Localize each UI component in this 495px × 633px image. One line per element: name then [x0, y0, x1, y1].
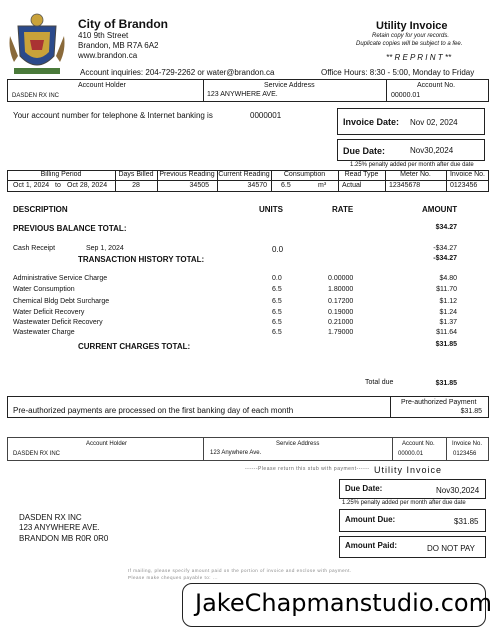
read-type-header: Read Type — [344, 171, 379, 178]
mailing-city: BRANDON MB R0R 0R0 — [19, 534, 109, 543]
amount-due-box — [339, 509, 486, 532]
stub-due-date-label: Due Date: — [345, 484, 383, 493]
previous-balance-label: PREVIOUS BALANCE TOTAL: — [13, 224, 127, 233]
due-date-box — [337, 139, 485, 161]
stub-due-date-value: Nov30,2024 — [436, 486, 480, 495]
city-postal: Brandon, MB R7A 6A2 — [78, 41, 159, 50]
phone-banking-text: Your account number for telephone & Internet banking is — [13, 111, 213, 120]
consumption-header: Consumption — [283, 171, 326, 178]
charge-rate: 0.21000 — [328, 319, 354, 326]
amount-paid-label: Amount Paid: — [345, 541, 397, 550]
watermark-text: JakeChapmanstudio.com — [195, 589, 492, 617]
preauth-label: Pre-authorized Payment — [401, 399, 477, 406]
preauth-amount: $31.85 — [460, 408, 482, 415]
amount-paid-box[interactable] — [339, 536, 486, 558]
charge-description: Chemical Bldg Debt Surcharge — [13, 298, 110, 305]
mailing-name: DASDEN RX INC — [19, 513, 82, 522]
charge-amount: $1.24 — [439, 309, 457, 316]
account-holder-box — [7, 79, 204, 102]
charge-rate: 0.00000 — [328, 275, 354, 282]
charge-rate: 1.80000 — [328, 286, 354, 293]
charge-rate: 1.79000 — [328, 329, 354, 336]
due-date-value: Nov30,2024 — [410, 146, 454, 155]
stub-account-holder-box — [7, 437, 204, 461]
account-no-value: 00000.01 — [391, 92, 421, 99]
cash-receipt-units: 0.0 — [272, 245, 284, 254]
stub-utility-invoice-title: Utility Invoice — [374, 465, 443, 475]
cash-receipt-label: Cash Receipt — [13, 245, 56, 252]
stub-account-holder-value: DASDEN RX INC — [13, 451, 61, 457]
website[interactable]: www.brandon.ca — [78, 51, 138, 60]
charge-units: 0.0 — [272, 275, 282, 282]
charge-amount: $11.70 — [436, 286, 457, 293]
current-charges-amount: $31.85 — [435, 341, 457, 348]
consumption-value: 6.5 — [281, 182, 291, 189]
charge-units: 6.5 — [272, 319, 282, 326]
invoice-no-header: Invoice No. — [449, 171, 486, 178]
rate-column-header: RATE — [332, 205, 354, 214]
stub-service-address-box — [203, 437, 393, 461]
account-holder-value: DASDEN RX INC — [12, 93, 60, 99]
units-column-header: UNITS — [259, 205, 283, 214]
stub-invoice-no-value: 0123456 — [453, 451, 477, 457]
service-address-box — [203, 79, 387, 102]
charge-description: Wastewater Charge — [13, 329, 75, 336]
charge-amount: $1.37 — [439, 319, 457, 326]
invoice-date-label: Invoice Date: — [343, 117, 400, 127]
preauth-box — [7, 396, 391, 418]
phone-banking-number: 0000001 — [250, 111, 282, 120]
charge-units: 6.5 — [272, 329, 282, 336]
account-no-box — [386, 79, 489, 102]
retain-note: Retain copy for your records. — [372, 33, 450, 39]
previous-balance-amount: $34.27 — [435, 224, 457, 231]
stub-account-no-value: 00000.01 — [398, 451, 424, 457]
reprint-label: ** R E P R I N T ** — [386, 53, 452, 62]
days-billed-header: Days Billed — [118, 171, 154, 178]
charge-description: Administrative Service Charge — [13, 275, 108, 282]
watermark-box — [182, 583, 492, 627]
amount-due-value: $31.85 — [454, 517, 479, 526]
penalty-note: 1.25% penalty added per month after due date — [350, 162, 474, 168]
city-name: City of Brandon — [78, 17, 168, 31]
charge-amount: $11.64 — [436, 329, 457, 336]
office-hours: Office Hours: 8:30 - 5:00, Monday to Friday — [321, 68, 475, 77]
account-holder-label: Account Holder — [78, 82, 126, 89]
period-to-word: to — [55, 182, 61, 189]
period-to: Oct 28, 2024 — [67, 182, 108, 189]
transaction-history-label: TRANSACTION HISTORY TOTAL: — [78, 255, 205, 264]
preauth-text: Pre-authorized payments are processed on the first banking day of each month — [13, 406, 294, 415]
total-due-label: Total due — [365, 379, 394, 386]
return-stub-note: ------Please return this stub with payment------ — [245, 466, 370, 472]
stub-account-no-label: Account No. — [402, 441, 435, 447]
amount-paid-value: DO NOT PAY — [427, 544, 476, 553]
charge-units: 6.5 — [272, 309, 282, 316]
charge-units: 6.5 — [272, 298, 282, 305]
total-due-amount: $31.85 — [435, 380, 457, 387]
charge-amount: $1.12 — [439, 298, 457, 305]
stub-invoice-no-box — [446, 437, 489, 461]
service-address-label: Service Address — [264, 82, 315, 89]
current-charges-label: CURRENT CHARGES TOTAL: — [78, 342, 191, 351]
current-reading-header: Current Reading — [218, 171, 270, 178]
current-reading-value: 34570 — [247, 182, 267, 189]
amount-due-label: Amount Due: — [345, 515, 396, 524]
meter-no-header: Meter No. — [400, 171, 431, 178]
preauth-amount-box — [390, 396, 489, 418]
stub-service-address-label: Service Address — [276, 441, 320, 447]
cash-receipt-amount: -$34.27 — [433, 245, 457, 252]
stub-invoice-no-label: Invoice No. — [452, 441, 483, 447]
read-type-value: Actual — [342, 182, 362, 189]
invoice-date-box — [337, 108, 485, 135]
charge-rate: 0.17200 — [328, 298, 354, 305]
meter-no-value: 12345678 — [389, 182, 421, 189]
cash-receipt-date: Sep 1, 2024 — [86, 245, 124, 252]
charge-description: Water Deficit Recovery — [13, 309, 85, 316]
stub-account-holder-label: Account Holder — [86, 441, 128, 447]
charge-rate: 0.19000 — [328, 309, 354, 316]
invoice-date-value: Nov 02, 2024 — [410, 118, 458, 127]
utility-invoice-title: Utility Invoice — [376, 20, 448, 32]
stub-account-no-box — [392, 437, 447, 461]
mailing-street: 123 ANYWHERE AVE. — [19, 523, 100, 532]
charge-amount: $4.80 — [439, 275, 457, 282]
service-address-value: 123 ANYWHERE AVE. — [207, 91, 278, 98]
account-inquiries: Account inquiries: 204-729-2262 or water@brandon.ca — [80, 68, 275, 77]
description-column-header: DESCRIPTION — [13, 205, 68, 214]
stub-penalty-note: 1.25% penalty added per month after due date — [342, 500, 466, 506]
charge-units: 6.5 — [272, 286, 282, 293]
transaction-history-amount: -$34.27 — [433, 255, 457, 262]
stub-due-date-box — [339, 479, 486, 499]
charge-description: Wastewater Deficit Recovery — [13, 319, 103, 326]
invoice-no-value: 0123456 — [450, 182, 478, 189]
stub-service-address-value: 123 Anywhere Ave. — [210, 450, 262, 456]
fine-print-1: If mailing, please specify amount paid on the portion of invoice and enclose with payment. — [128, 568, 352, 573]
account-no-label: Account No. — [417, 82, 456, 89]
period-from: Oct 1, 2024 — [13, 182, 50, 189]
billing-period-header: Billing Period — [40, 171, 82, 178]
previous-reading-header: Previous Reading — [159, 171, 215, 178]
amount-column-header: AMOUNT — [422, 205, 458, 214]
street-address: 410 9th Street — [78, 31, 129, 40]
duplicate-note: Duplicate copies will be subject to a fee. — [356, 41, 463, 47]
previous-reading-value: 34505 — [189, 182, 209, 189]
consumption-unit: m³ — [318, 182, 327, 189]
days-billed-value: 28 — [132, 182, 140, 189]
fine-print-2: Please make cheques payable to: ... — [128, 575, 219, 580]
city-crest-logo — [8, 12, 66, 78]
due-date-label: Due Date: — [343, 146, 386, 156]
charge-description: Water Consumption — [13, 286, 75, 293]
